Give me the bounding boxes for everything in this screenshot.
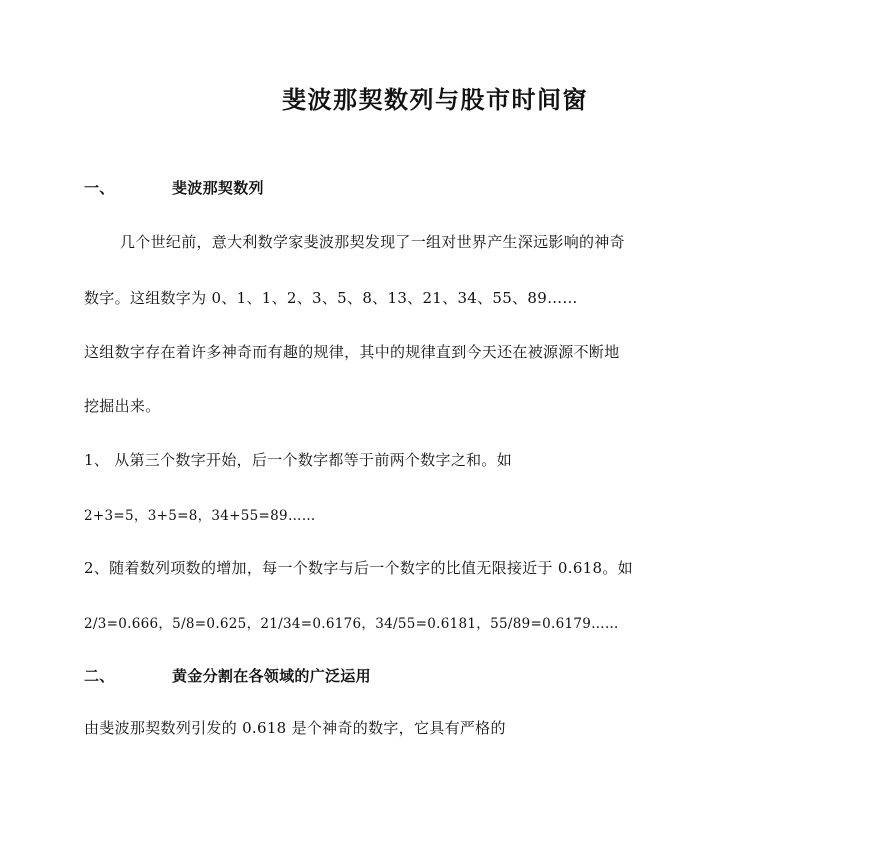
rule-1-example: 2+3=5，3+5=8，34+55=89……: [84, 508, 316, 524]
section-2-number: 二、: [84, 667, 115, 685]
paragraph-1-line-2: 数字。这组数字为 0、1、1、2、3、5、8、13、21、34、55、89……: [84, 289, 578, 307]
paragraph-1-line-4: 挖掘出来。: [84, 397, 161, 415]
rule-1-text: 1、 从第三个数字开始，后一个数字都等于前两个数字之和。如: [84, 451, 513, 469]
paragraph-1-line-3: 这组数字存在着许多神奇而有趣的规律，其中的规律直到今天还在被源源不断地: [84, 343, 620, 361]
section-1-title: 斐波那契数列: [172, 179, 264, 197]
rule-2-example: 2/3=0.666，5/8=0.625，21/34=0.6176，34/55=0.6181，55/89=0.6179……: [84, 616, 619, 632]
paragraph-2-line-1: 由斐波那契数列引发的 0.618 是个神奇的数字，它具有严格的: [84, 719, 506, 737]
section-2-title: 黄金分割在各领域的广泛运用: [172, 667, 371, 685]
paragraph-1-line-1: 几个世纪前，意大利数学家斐波那契发现了一组对世界产生深远影响的神奇: [120, 233, 625, 251]
rule-2-text: 2、随着数列项数的增加，每一个数字与后一个数字的比值无限接近于 0.618。如: [84, 559, 633, 577]
document-title: 斐波那契数列与股市时间窗: [282, 86, 588, 114]
section-1-number: 一、: [84, 179, 115, 197]
